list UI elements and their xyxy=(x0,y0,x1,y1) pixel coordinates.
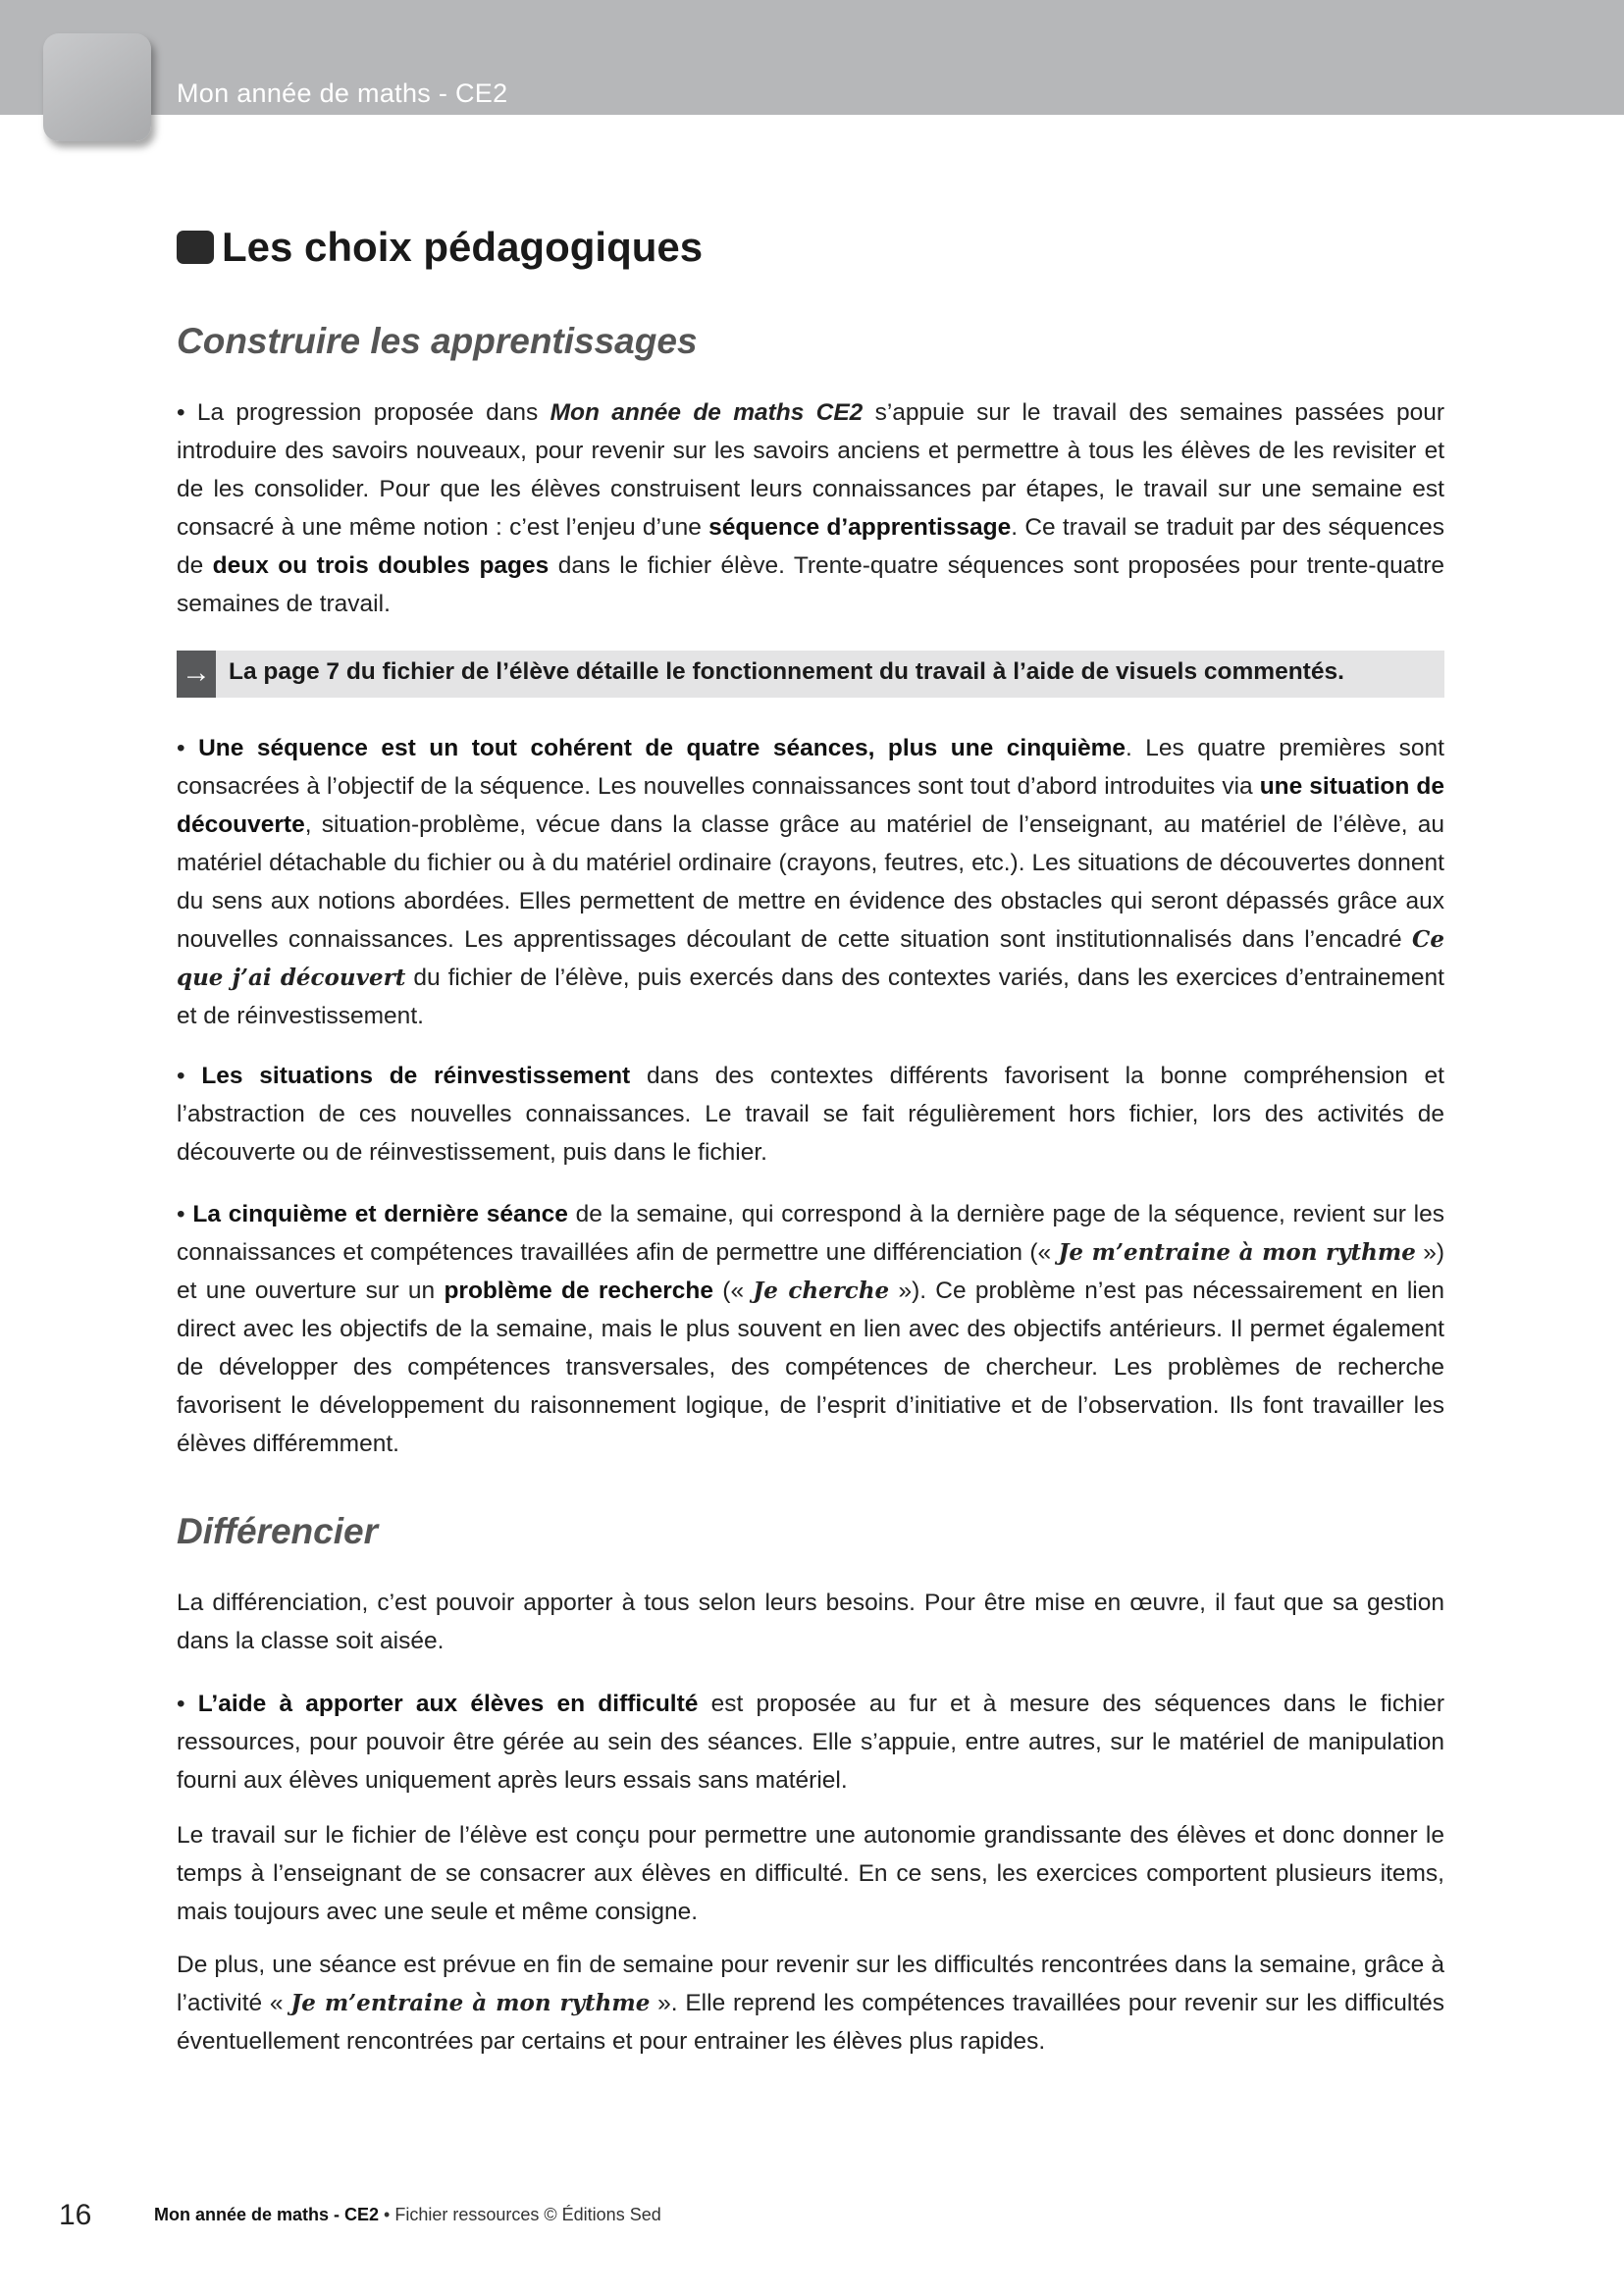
subheading-construire: Construire les apprentissages xyxy=(177,321,698,361)
section-heading xyxy=(177,224,703,271)
header-title: Mon année de maths - CE2 xyxy=(177,78,508,108)
paragraph-aide-difficulte: • L’aide à apporter aux élèves en difficulté est proposée au fur et à mesure des séquences dans le fichier ressources, pour pouvoir être gérée au sein des séances. Elle s’appuie, entre autres, sur le matériel de manipulation fourni aux élèves uniquement après leurs essais sans matériel. xyxy=(177,1691,1444,1794)
paragraph-cinquieme-seance: • La cinquième et dernière séance de la semaine, qui correspond à la dernière page de la séquence, revient sur les connaissances et compétences travaillées afin de permettre une différenciation (« Je m’entraine à mon rythme ») et une ouverture sur un problème de recherche (« Je cherche »). Ce problème n’est pas nécessairement en lien direct avec les objectifs de la semaine, mais le plus souvent en lien avec des objectifs antérieurs. Il permet également de développer des compétences transversales, des compétences de chercheur. Les problèmes de recherche favorisent le développement du raisonnement logique, de l’esprit d’initiative et de l’observation. Ils font travailler les élèves différemment. xyxy=(177,1201,1445,1457)
footer-credit: Mon année de maths - CE2 • Fichier ressources © Éditions Sed xyxy=(154,2205,661,2224)
paragraph-autonomie: Le travail sur le fichier de l’élève est conçu pour permettre une autonomie grandissante des élèves et donc donner le temps à l’enseignant de se consacrer aux élèves en difficulté. En ce sens, les exercices comportent plusieurs items, mais toujours avec une seule et même consigne. xyxy=(177,1822,1444,1925)
subheading-differencier: Différencier xyxy=(177,1511,378,1551)
page-number: 16 xyxy=(59,2199,92,2231)
paragraph-seance-fin-semaine: De plus, une séance est prévue en fin de semaine pour revenir sur les difficultés rencontrées dans la semaine, grâce à l’activité « Je m’entraine à mon rythme ». Elle reprend les compétences travaillées pour revenir sur les difficultés éventuellement rencontrées par certains et pour entrainer les élèves plus rapides. xyxy=(177,1952,1444,2055)
heading-bullet-icon xyxy=(177,231,214,264)
arrow-right-icon: → xyxy=(177,651,216,698)
paragraph-progression: • La progression proposée dans Mon année de maths CE2 s’appuie sur le travail des semaines passées pour introduire des savoirs nouveaux, pour revenir sur les savoirs anciens et permettre à tous les élèves de les revisiter et de les consolider. Pour que les élèves construisent leurs connaissances par étapes, le travail sur une semaine est consacré à une même notion : c’est l’enjeu d’une séquence d’apprentissage. Ce travail se traduit par des séquences de deux ou trois doubles pages dans le fichier élève. Trente-quatre séquences sont proposées pour trente-quatre semaines de travail. xyxy=(177,399,1444,617)
paragraph-reinvestissement: • Les situations de réinvestissement dans des contextes différents favorisent la bonne compréhension et l’abstraction de ces nouvelles connaissances. Le travail se fait régulièrement hors fichier, lors des activités de découverte ou de réinvestissement, puis dans le fichier. xyxy=(177,1063,1444,1166)
paragraph-sequence: • Une séquence est un tout cohérent de quatre séances, plus une cinquième. Les quatre premières sont consacrées à l’objectif de la séquence. Les nouvelles connaissances sont tout d’abord introduites via une situation de découverte, situation-problème, vécue dans la classe grâce au matériel de l’enseignant, au matériel de l’élève, au matériel détachable du fichier ou à du matériel ordinaire (crayons, feutres, etc.). Les situations de découvertes donnent du sens aux notions abordées. Elles permettent de mettre en évidence des obstacles qui seront dépassés grâce aux nouvelles connaissances. Les apprentissages découlant de cette situation sont institutionnalisés dans l’encadré Ce que j’ai découvert du fichier de l’élève, puis exercés dans des contextes variés, dans les exercices d’entrainement et de réinvestissement. xyxy=(177,735,1444,1029)
header-tab-decoration xyxy=(43,33,151,141)
note-box xyxy=(177,651,1444,698)
paragraph-differenciation: La différenciation, c’est pouvoir apporter à tous selon leurs besoins. Pour être mise en œuvre, il faut que sa gestion dans la classe soit aisée. xyxy=(177,1590,1444,1654)
note-text: La page 7 du fichier de l’élève détaille le fonctionnement du travail à l’aide de visuels commentés. xyxy=(229,658,1344,685)
heading-text: Les choix pédagogiques xyxy=(222,224,704,270)
